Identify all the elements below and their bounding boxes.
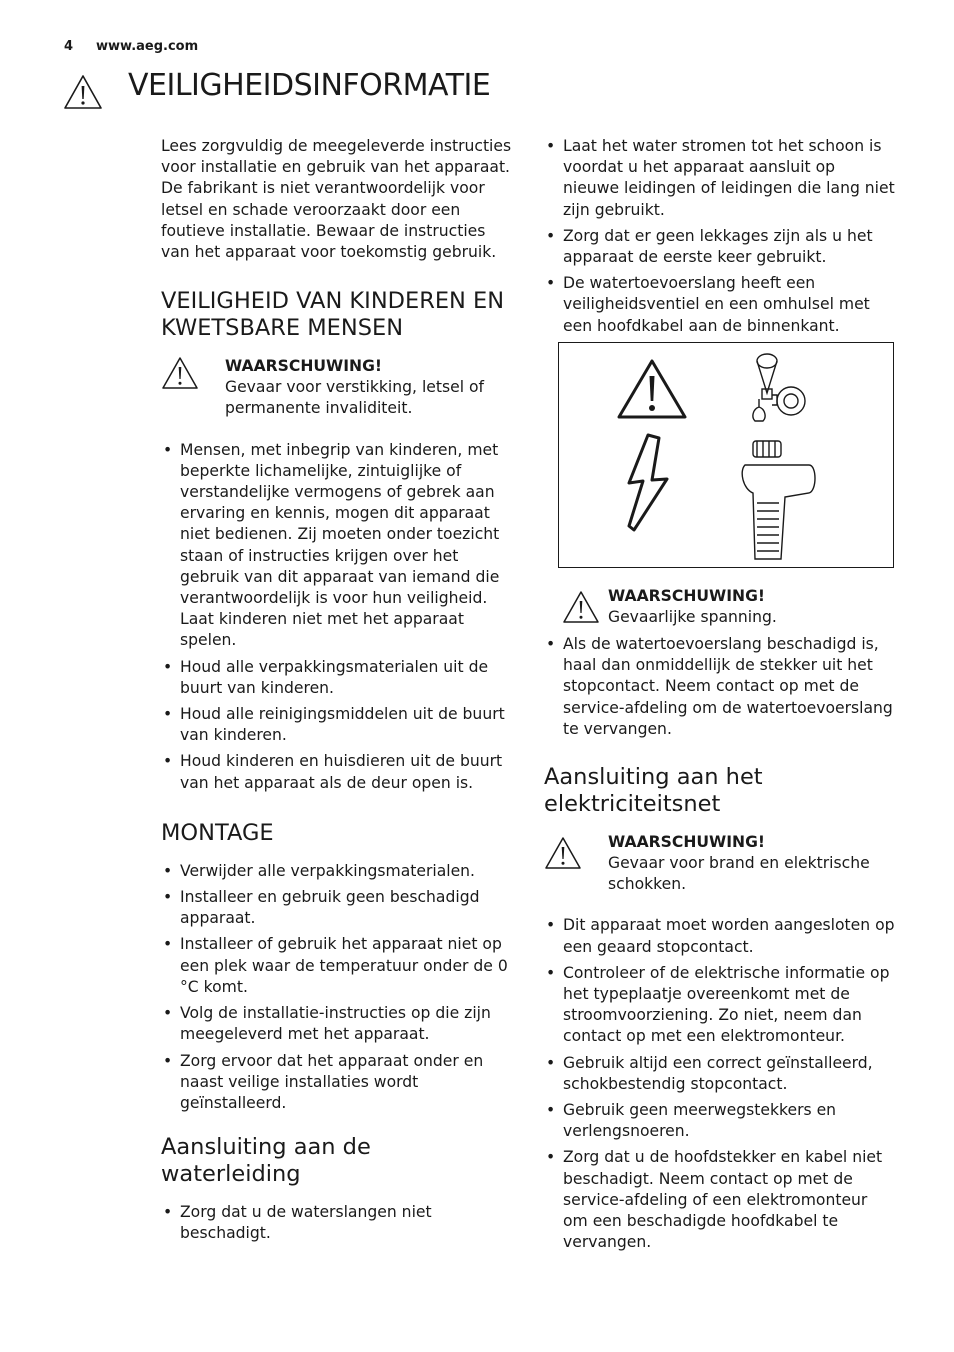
list-item: • Gebruik altijd een correct geïnstalleerd, schokbestendig stopcontact. [544, 1053, 896, 1095]
water-list-after [544, 634, 896, 740]
page-number: 4 [64, 39, 74, 54]
warning-triangle-icon [63, 74, 103, 110]
list-item: • Controleer of de elektrische informatie op het typeplaatje overeenkomt met de stroomvoorziening. Zo niet, neem dan contact op met een elektromonteur. [544, 963, 896, 1048]
water-list-right [544, 136, 896, 337]
montage-heading: MONTAGE [161, 819, 274, 846]
electric-connection-heading: Aansluiting aan het elektriciteitsnet [544, 764, 763, 818]
montage-list [161, 861, 513, 1114]
list-item: • Installeer of gebruik het apparaat niet op een plek waar de temperatuur onder de 0 °C komt. [161, 934, 513, 998]
hose-illustration [558, 342, 894, 568]
left-column [161, 136, 513, 1250]
list-item: • Laat het water stromen tot het schoon is voordat u het apparaat aansluit op nieuwe leidingen of leidingen die lang niet zijn gebruikt. [544, 136, 896, 221]
warning-title: WAARSCHUWING! [608, 833, 765, 852]
water-hose-icon [742, 441, 815, 559]
children-warning [161, 356, 513, 419]
water-list-left [161, 1202, 513, 1244]
lightning-bolt-icon [629, 435, 667, 530]
children-safety-heading: VEILIGHEID VAN KINDEREN EN KWETSBARE MENSEN [161, 288, 505, 342]
warning-triangle-icon [544, 836, 582, 870]
list-item: • Zorg dat u de waterslangen niet beschadigt. [161, 1202, 513, 1244]
list-item: • Dit apparaat moet worden aangesloten op een geaard stopcontact. [544, 915, 896, 957]
list-item: • Gebruik geen meerwegstekkers en verlengsnoeren. [544, 1100, 896, 1142]
list-item: • Zorg ervoor dat het apparaat onder en naast veilige installaties wordt geïnstalleerd. [161, 1051, 513, 1115]
list-item: • Zorg dat er geen lekkages zijn als u het apparaat de eerste keer gebruikt. [544, 226, 896, 268]
page-title: VEILIGHEIDSINFORMATIE [128, 68, 491, 103]
right-column [544, 136, 896, 1259]
list-item: • Zorg dat u de hoofdstekker en kabel niet beschadigt. Neem contact op met de service-afdeling of een elektromonteur om een beschadigde hoofdkabel te vervangen. [544, 1147, 896, 1253]
warning-text: Gevaar voor verstikking, letsel of permanente invaliditeit. [225, 378, 485, 418]
list-item: • De watertoevoerslang heeft een veiligheidsventiel en een omhulsel met een hoofdkabel aan de binnenkant. [544, 273, 896, 337]
warning-text: Gevaar voor brand en elektrische schokken. [608, 854, 870, 894]
warning-title: WAARSCHUWING! [225, 357, 382, 376]
list-item: • Mensen, met inbegrip van kinderen, met beperkte lichamelijke, zintuiglijke of verstandelijke vermogens of gebrek aan ervaring en kennis, mogen dit apparaat niet bedienen. Zij moeten onder toezicht staan of instructies krijgen over het gebruik van dit apparaat van iemand die verantwoordelijk is voor hun veiligheid. Laat kinderen niet met het apparaat spelen. [161, 440, 513, 652]
list-item: • Volg de installatie-instructies op die zijn meegeleverd met het apparaat. [161, 1003, 513, 1045]
voltage-warning [562, 586, 896, 628]
list-item: • Houd kinderen en huisdieren uit de buurt van het apparaat als de deur open is. [161, 751, 513, 793]
intro-paragraph: Lees zorgvuldig de meegeleverde instructies voor installatie en gebruik van het apparaat. De fabrikant is niet verantwoordelijk voor letsel en schade veroorzaakt door een foutieve installatie. Bewaar de instructies van het apparaat voor toekomstig gebruik. [161, 137, 512, 262]
warning-title: WAARSCHUWING! [608, 586, 765, 605]
list-item: • Houd alle reinigingsmiddelen uit de buurt van kinderen. [161, 704, 513, 746]
warning-text: Gevaarlijke spanning. [608, 607, 777, 626]
children-safety-list [161, 440, 513, 794]
warning-triangle-icon [161, 356, 199, 390]
warning-triangle-icon [619, 361, 685, 417]
water-tap-icon [753, 354, 805, 421]
water-connection-heading: Aansluiting aan de waterleiding [161, 1134, 371, 1188]
warning-triangle-icon [562, 590, 600, 624]
list-item: • Installeer en gebruik geen beschadigd apparaat. [161, 887, 513, 929]
electric-warning [544, 832, 896, 895]
website-url: www.aeg.com [96, 39, 199, 54]
list-item: • Verwijder alle verpakkingsmaterialen. [161, 861, 513, 882]
electric-list [544, 915, 896, 1253]
list-item: • Houd alle verpakkingsmaterialen uit de buurt van kinderen. [161, 657, 513, 699]
list-item: • Als de watertoevoerslang beschadigd is, haal dan onmiddellijk de stekker uit het stopcontact. Neem contact op met de service-afdeling om de watertoevoerslang te vervangen. [544, 634, 896, 740]
